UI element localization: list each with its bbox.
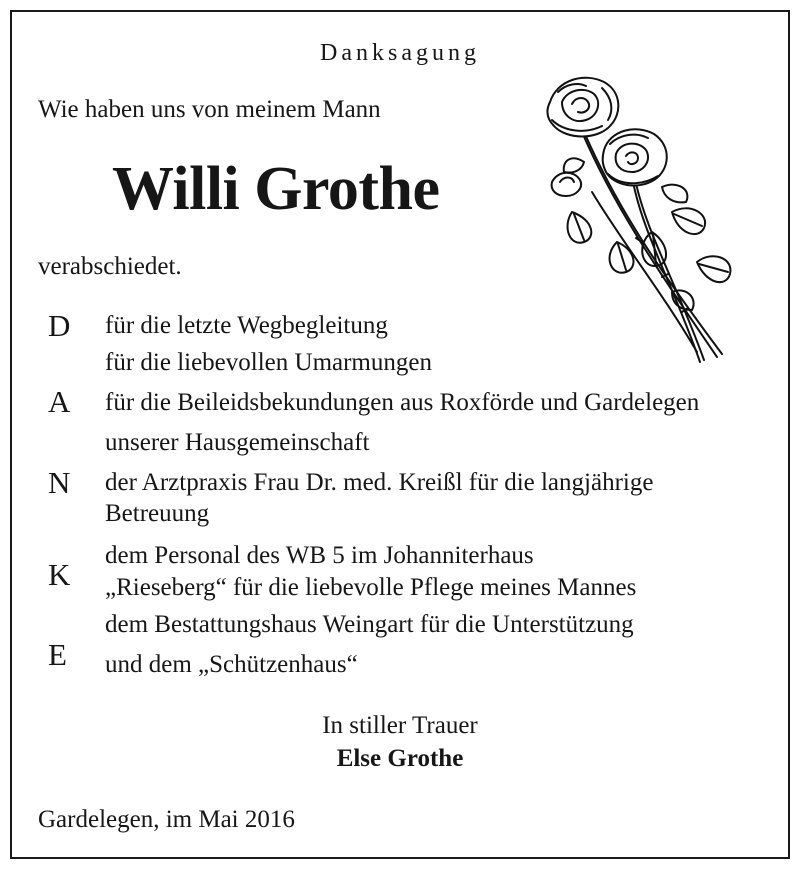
danke-line: für die Beileidsbekundungen aus Roxförde und Gardelegen xyxy=(105,389,700,416)
closing-line: In stiller Trauer xyxy=(322,712,478,739)
notice-heading: Danksagung xyxy=(320,40,480,66)
intro-text: Wie haben uns von meinem Mann xyxy=(38,96,381,123)
notice-frame xyxy=(10,10,790,859)
danke-letter-n: N xyxy=(48,465,71,500)
danke-line: „Rieseberg“ für die liebevolle Pflege meines Mannes xyxy=(105,574,637,601)
place-date: Gardelegen, im Mai 2016 xyxy=(38,806,295,833)
danke-line: dem Personal des WB 5 im Johanniterhaus xyxy=(105,542,534,569)
danke-letter-e: E xyxy=(48,637,67,672)
danke-line: für die letzte Wegbegleitung xyxy=(105,312,388,339)
after-name-text: verabschiedet. xyxy=(38,253,182,280)
danke-line: und dem „Schützenhaus“ xyxy=(105,651,358,678)
danke-line: unserer Hausgemeinschaft xyxy=(105,429,370,456)
danke-line: der Arztpraxis Frau Dr. med. Kreißl für die langjährige xyxy=(105,469,654,496)
danke-line: für die liebevollen Umarmungen xyxy=(105,349,432,376)
danke-line: dem Bestattungshaus Weingart für die Unterstützung xyxy=(105,611,634,638)
signer-name: Else Grothe xyxy=(336,745,464,772)
danke-letter-k: K xyxy=(48,557,71,592)
danke-letter-a: A xyxy=(48,384,71,419)
deceased-name: Willi Grothe xyxy=(112,155,440,223)
danke-line: Betreuung xyxy=(105,500,210,527)
roses-icon xyxy=(522,62,742,367)
danke-letter-d: D xyxy=(48,308,71,343)
